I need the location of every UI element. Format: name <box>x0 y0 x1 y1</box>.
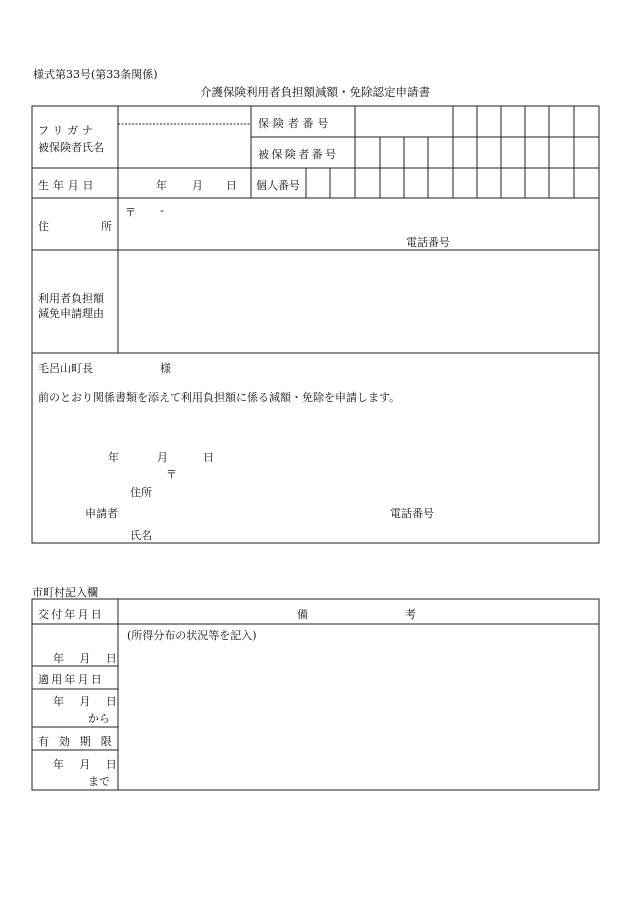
declaration-address-label: 住所 <box>130 486 152 499</box>
reason-label-line1: 利用者負担額 <box>38 292 104 305</box>
birthdate-day: 日 <box>226 179 237 192</box>
issue-date-value: 年 月 日 <box>53 652 119 665</box>
validity-label: 有効期限 <box>38 735 122 748</box>
birthdate-label: 生年月日 <box>38 179 98 192</box>
declaration-month: 月 <box>157 451 168 464</box>
declaration-postal-mark: 〒 <box>166 468 177 481</box>
insured-name-label: 被保険者氏名 <box>38 141 104 154</box>
remarks-label-2: 考 <box>405 608 416 621</box>
apply-date-label: 適用年月日 <box>38 673 104 686</box>
address-label-2: 所 <box>101 220 112 233</box>
declaration-address-field[interactable] <box>160 480 590 498</box>
birthdate-month: 月 <box>192 179 203 192</box>
addressee: 毛呂山町長 <box>38 362 93 375</box>
postal-dash: - <box>160 204 164 217</box>
furigana-label: フリガナ <box>38 124 97 137</box>
reason-label-line2: 減免申請理由 <box>38 307 104 320</box>
remarks-field[interactable] <box>120 640 598 789</box>
validity-value: 年 月 日 <box>53 758 119 771</box>
form-title: 介護保険利用者負担額減額・免除認定申請書 <box>200 85 430 99</box>
birthdate-year: 年 <box>156 179 167 192</box>
declaration-day: 日 <box>203 451 214 464</box>
declaration-statement: 前のとおり関係書類を添えて利用負担額に係る減額・免除を申請します。 <box>38 391 401 404</box>
birthdate-field[interactable] <box>120 169 250 197</box>
declaration-phone-label: 電話番号 <box>390 507 434 520</box>
apply-date-value: 年 月 日 <box>53 695 119 708</box>
insurer-number-field[interactable] <box>356 107 598 136</box>
remarks-label-1: 備 <box>297 608 308 621</box>
declaration-year: 年 <box>108 451 119 464</box>
individual-number-field[interactable] <box>307 169 598 197</box>
municipal-heading: 市町村記入欄 <box>32 586 98 599</box>
address-field[interactable] <box>120 199 598 249</box>
issue-date-label: 交付年月日 <box>38 608 104 621</box>
honorific: 様 <box>160 362 171 375</box>
declaration-name-field[interactable] <box>160 522 590 540</box>
apply-from: から <box>88 712 110 725</box>
address-label-1: 住 <box>38 220 49 233</box>
insured-name-field[interactable] <box>120 126 250 167</box>
declaration-name-label: 氏名 <box>130 529 152 542</box>
insurer-number-label: 保険者番号 <box>258 117 333 130</box>
form-code: 様式第33号(第33条関係) <box>33 68 158 81</box>
postal-mark: 〒 <box>125 206 136 219</box>
reason-field[interactable] <box>120 251 598 352</box>
insured-number-field[interactable] <box>356 138 598 167</box>
remarks-note: (所得分布の状況等を記入) <box>127 629 257 642</box>
individual-number-label: 個人番号 <box>256 179 300 192</box>
applicant-label: 申請者 <box>85 507 118 520</box>
insured-number-label: 被保険者番号 <box>258 148 339 161</box>
furigana-field[interactable] <box>120 107 250 123</box>
address-phone-label: 電話番号 <box>406 236 450 249</box>
validity-until: まで <box>88 775 110 788</box>
